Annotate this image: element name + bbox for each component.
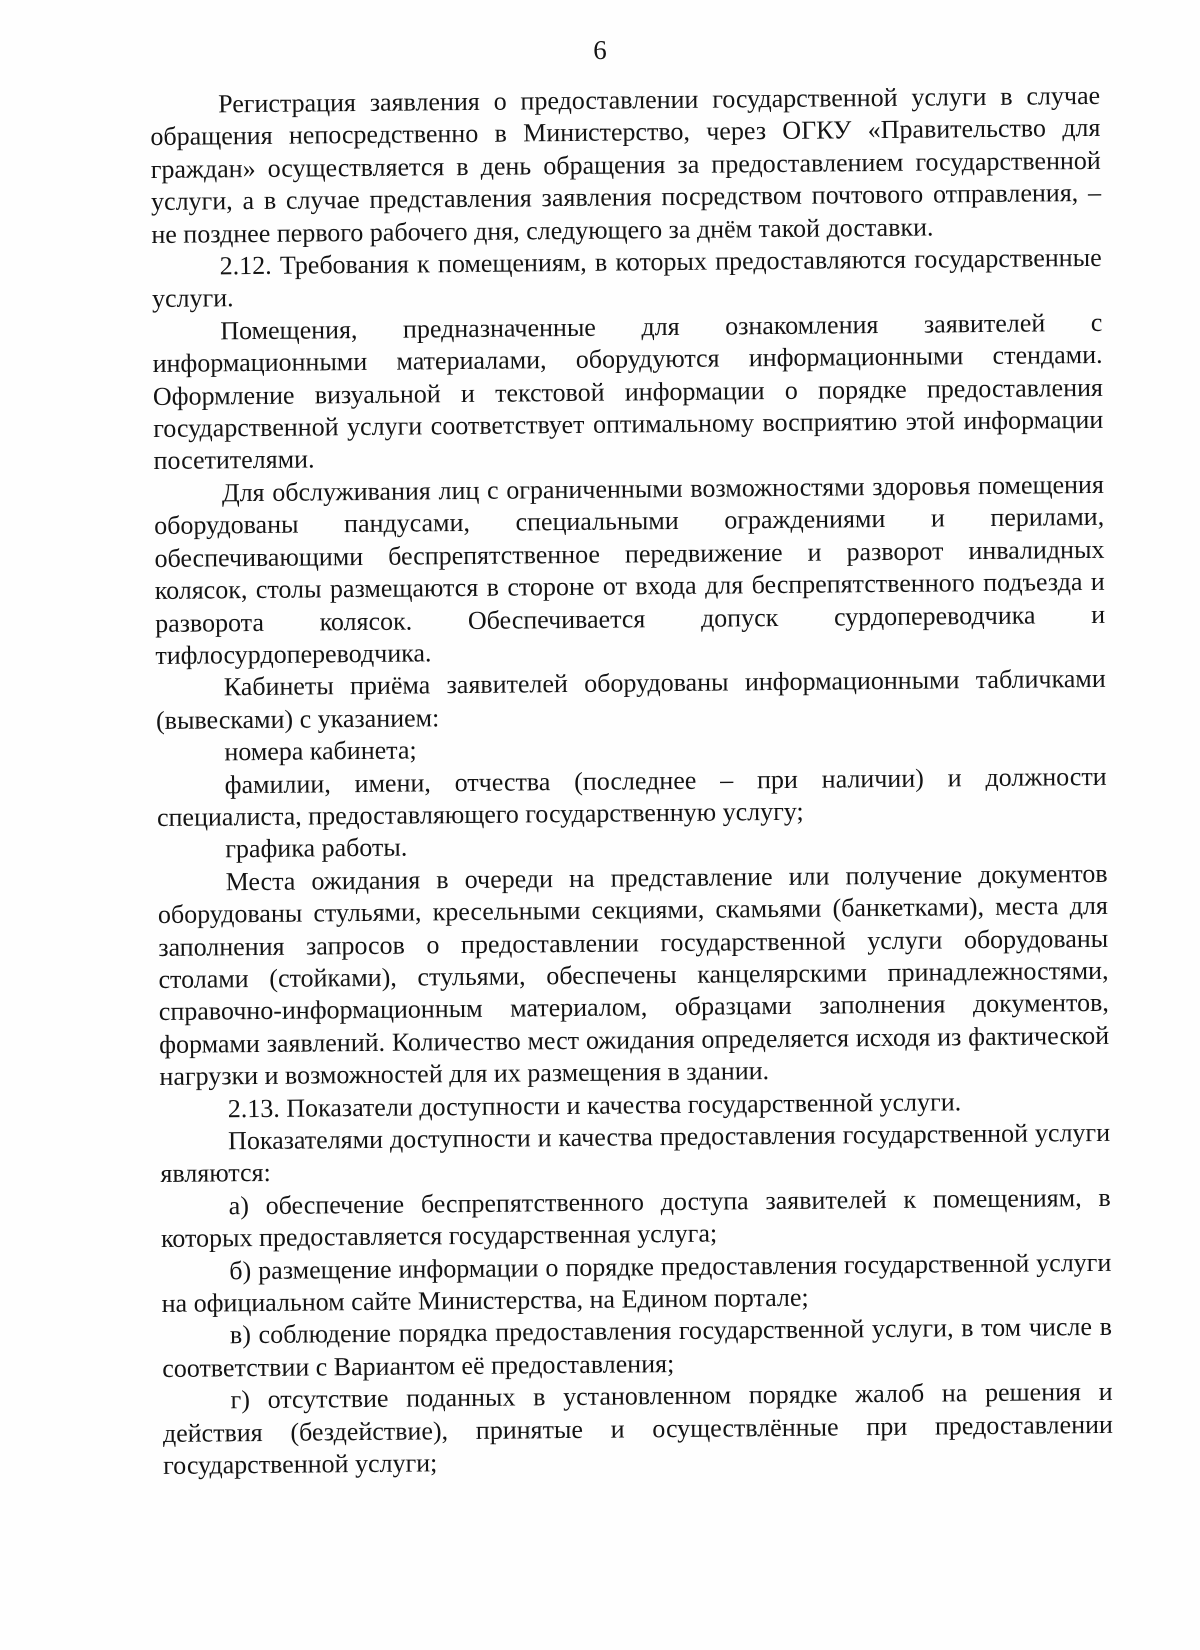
paragraph-registration: Регистрация заявления о предоставлении государственной услуги в случае обращения непосредственно в Министерство, через ОГКУ «Правительство для граждан» осуществляется в день обращения за предоставлением государственной услуги, а в случае представления заявления посредством почтового отправления, – не позднее первого рабочего дня, следующего за днём такой доставки. — [150, 80, 1102, 249]
list-item-g: г) отсутствие поданных в установленном порядке жалоб на решения и действия (бездействие), принятые и осуществлённые при предоставлении государственной услуги; — [162, 1377, 1113, 1480]
list-item-cabinet-number: номера кабинета; — [224, 735, 417, 767]
paragraph-accessibility: Для обслуживания лиц с ограниченными возможностями здоровья помещения оборудованы пандусами, специальными ограждениями и перилами, обеспечивающими беспрепятственное передвижение и разворот инвалидных колясок, столы размещаются в стороне от входа для беспрепятственного подъезда и разворота колясок. Обеспечивается допуск сурдопереводчика и тифлосурдопереводчика. — [154, 469, 1106, 670]
paragraph-info-stands: Помещения, предназначенные для ознакомления заявителей с информационными материалами, оборудуются информационными стендами. Оформление визуальной и текстовой информации о порядке предоставления государственной услуги соответствует оптимальному восприятию этой информации посетителями. — [152, 307, 1104, 476]
list-item-v: в) соблюдение порядка предоставления государственной услуги, в том числе в соответствии с Вариантом её предоставления; — [162, 1312, 1113, 1383]
section-heading-2-12: 2.12. Требования к помещениям, в которых предоставляются государственные услуги. — [151, 242, 1102, 314]
section-heading-2-13: 2.13. Показатели доступности и качества государственной услуги. — [227, 1086, 962, 1123]
paragraph-waiting-places: Места ожидания в очереди на представление или получение документов оборудованы стульями, кресельными секциями, скамьями (банкетками), места для заполнения запросов о предоставлении государственной услуги оборудованы столами (стойками), стульями, обеспечены канцелярскими принадлежностями, справочно-информационным материалом, образцами заполнения документов, формами заявлений. Количество мест ожидания определяется исходя из фактической нагрузки и возможностей для их размещения в здании. — [157, 858, 1110, 1092]
list-item-b: б) размещение информации о порядке предоставления государственной услуги на официальном сайте Министерства, на Едином портале; — [161, 1247, 1112, 1318]
paragraph-indicators-intro: Показателями доступности и качества предоставления государственной услуги являются: — [160, 1117, 1111, 1189]
list-item-specialist-name: фамилии, имени, отчества (последнее – при наличии) и должности специалиста, предоставляющего государственную услугу; — [156, 761, 1107, 832]
paragraph-cabinet-signs: Кабинеты приёма заявителей оборудованы информационными табличками (вывесками) с указанием: — [155, 664, 1106, 735]
page-number: 6 — [593, 35, 607, 65]
list-item-work-schedule: графика работы. — [225, 832, 408, 864]
document-body — [150, 80, 1113, 1483]
list-item-a: а) обеспечение беспрепятственного доступа заявителей к помещениям, в которых предоставляется государственная услуга; — [160, 1182, 1111, 1254]
